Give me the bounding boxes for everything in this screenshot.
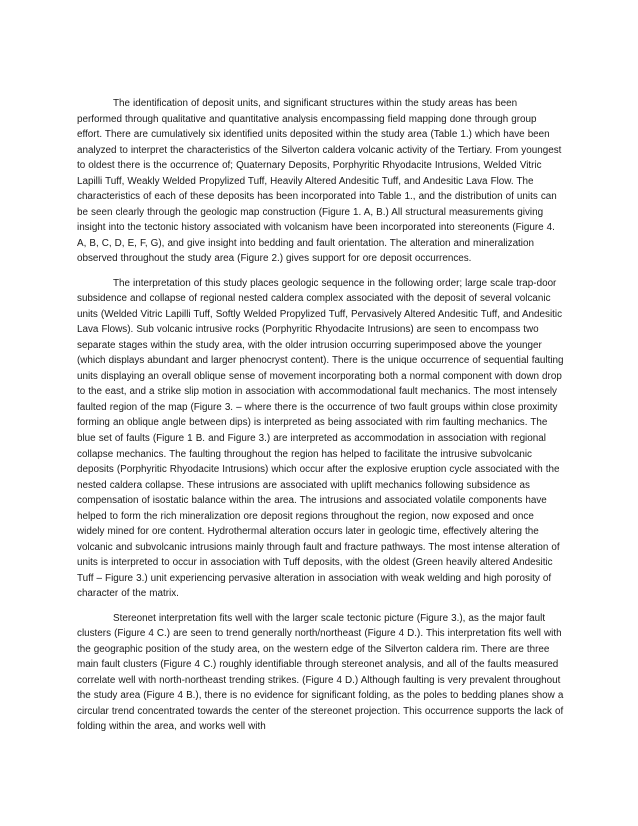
document-body	[77, 96, 564, 743]
paragraph-deposit-units: The identification of deposit units, and significant structures within the study areas has been performed through qualitative and quantitative analysis encompassing field mapping done through group effort. There are cumulatively six identified units deposited within the study area (Table 1.) which have been analyzed to interpret the characteristics of the Silverton caldera volcanic activity of the Tertiary. From youngest to oldest there is the occurrence of; Quaternary Deposits, Porphyritic Rhyodacite Intrusions, Welded Vitric Lapilli Tuff, Weakly Welded Propylized Tuff, Heavily Altered Andesitic Tuff, and Andesitic Lava Flow. The characteristics of each of these deposits has been incorporated into Table 1., and the distribution of units can be seen clearly through the geologic map construction (Figure 1. A, B.) All structural measurements giving insight into the tectonic history associated with volcanism have been incorporated into stereonents (Figure 4. A, B, C, D, E, F, G), and give insight into bedding and fault orientation. The alteration and mineralization observed throughout the study area (Figure 2.) gives support for ore deposit occurrences.	[77, 98, 562, 265]
paragraph-geologic-sequence: The interpretation of this study places geologic sequence in the following order; large scale trap-door subsidence and collapse of regional nested caldera complex associated with the deposit of several volcanic units (Welded Vitric Lapilli Tuff, Softly Welded Propylized Tuff, Pervasively Altered Andesitic Tuff, and Andesitic Lava Flows). Sub volcanic intrusive rocks (Porphyritic Rhyodacite Intrusions) are seen to encompass two separate stages within the study area, with the older intrusion occurring superimposed above the younger (which displays abundant and larger phenocryst content). There is the unique occurrence of sequential faulting units displaying an overall oblique sense of movement incorporating both a normal component with down drop to the east, and a strike slip motion in association with accommodational fault mechanics. The most intensely faulted region of the map (Figure 3. – where there is the occurrence of two fault groups within close proximity forming an oblique angle between dips) is interpreted as being associated with rim faulting mechanics. The blue set of faults (Figure 1 B. and Figure 3.) are interpreted as accommodation in association with regional collapse mechanics. The faulting throughout the region has helped to facilitate the intrusive subvolcanic deposits (Porphyritic Rhyodacite Intrusions) which occur after the explosive eruption cycle associated with the nested caldera collapse. These intrusions are associated with uplift mechanics following subsidence as compensation of isostatic balance within the area. The intrusions and associated volatile components have helped to form the rich mineralization ore deposit regions throughout the region, now exposed and once widely mined for ore content. Hydrothermal alteration occurs later in geologic time, effectively altering the volcanic and subvolcanic intrusions mainly through fault and fracture pathways. The most intense alteration of units is interpreted to occur in association with Tuff deposits, with the oldest (Green heavily altered Andesitic Tuff – Figure 3.) unit experiencing pervasive alteration in association with weak welding and high porosity of character of the matrix.	[77, 277, 564, 600]
paragraph-stereonet-interpretation: Stereonet interpretation fits well with the larger scale tectonic picture (Figure 3.), as the major fault clusters (Figure 4 C.) are seen to trend generally north/northeast (Figure 4 D.). This interpretation fits well with the geographic position of the study area, on the western edge of the Silverton caldera rim. There are three main fault clusters (Figure 4 C.) roughly identifiable through stereonet analysis, and all of the faults measured correlate well with north-northeast trending strikes. (Figure 4 D.) Although faulting is very prevalent throughout the study area (Figure 4 B.), there is no evidence for significant folding, as the poles to bedding planes show a circular trend concentrated towards the center of the stereonet projection. This occurrence supports the lack of folding within the area, and works well with	[77, 612, 564, 733]
